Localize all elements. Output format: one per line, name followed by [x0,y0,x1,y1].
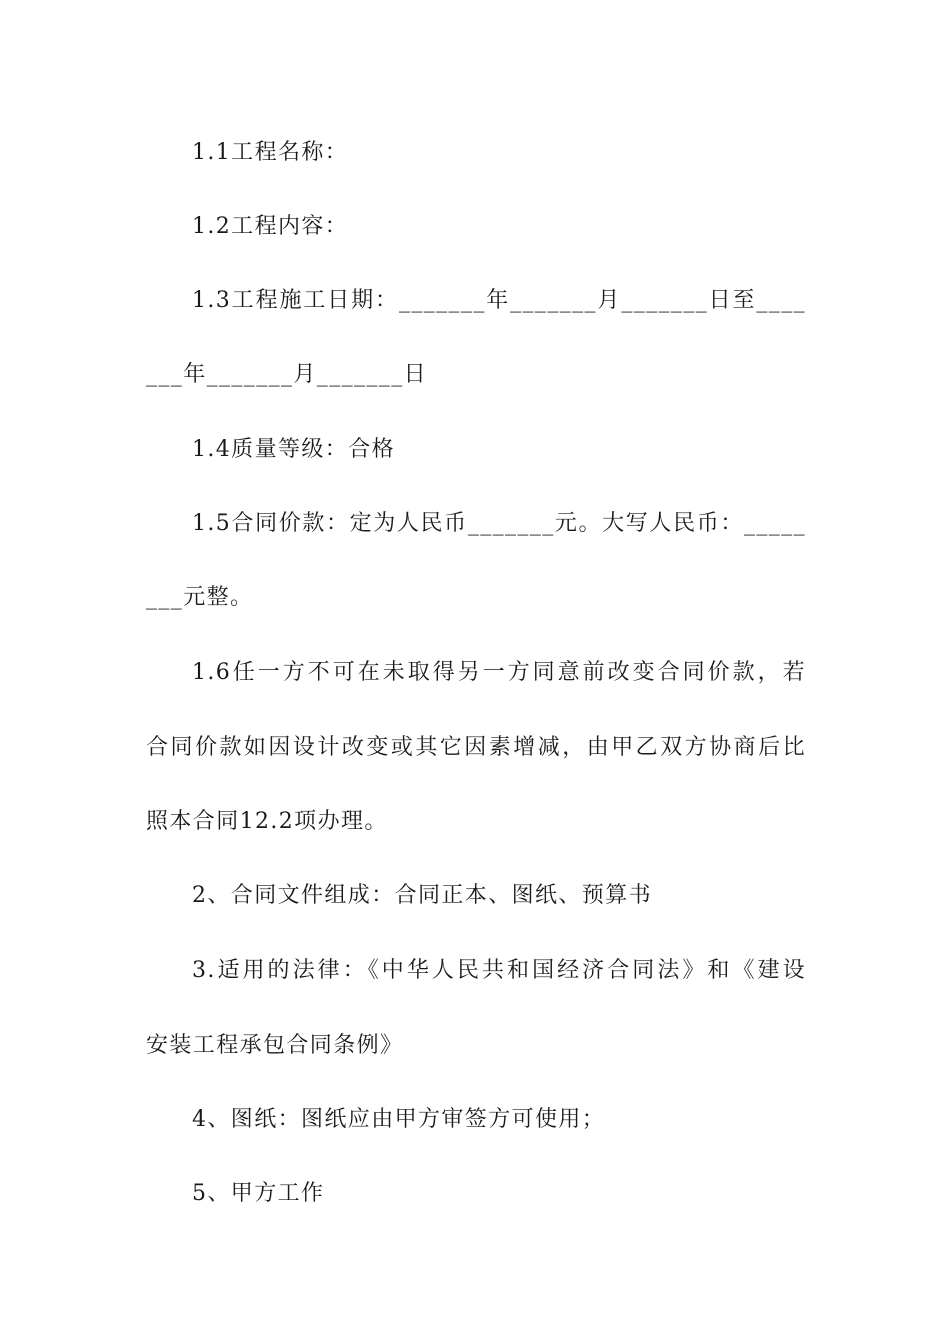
clause-5-party-a-work: 5、甲方工作 [192,1181,325,1206]
clause-1-3-continuation: ___年_______月_______日 [146,362,428,387]
clause-2-contract-documents: 2、合同文件组成：合同正本、图纸、预算书 [192,883,652,908]
clause-1-4-quality-grade: 1.4质量等级：合格 [192,437,395,462]
clause-1-6-continuation-1: 合同价款如因设计改变或其它因素增减，由甲乙双方协商后比 [146,735,806,760]
clause-1-5-continuation: ___元整。 [146,585,254,610]
clause-1-2-project-content: 1.2工程内容： [192,214,349,239]
clause-1-6-continuation-2: 照本合同12.2项办理。 [146,809,388,834]
clause-1-1-project-name: 1.1工程名称： [192,140,349,165]
clause-1-5-contract-price: 1.5合同价款：定为人民币_______元。大写人民币：_____ [192,511,806,536]
clause-1-6-price-change: 1.6任一方不可在未取得另一方同意前改变合同价款，若 [192,660,806,685]
clause-3-continuation: 安装工程承包合同条例》 [146,1033,404,1058]
clause-1-3-construction-dates: 1.3工程施工日期：_______年_______月_______日至____ [192,288,806,313]
clause-3-applicable-law: 3.适用的法律：《中华人民共和国经济合同法》和《建设 [192,958,806,983]
clause-4-drawings: 4、图纸：图纸应由甲方审签方可使用； [192,1107,606,1132]
